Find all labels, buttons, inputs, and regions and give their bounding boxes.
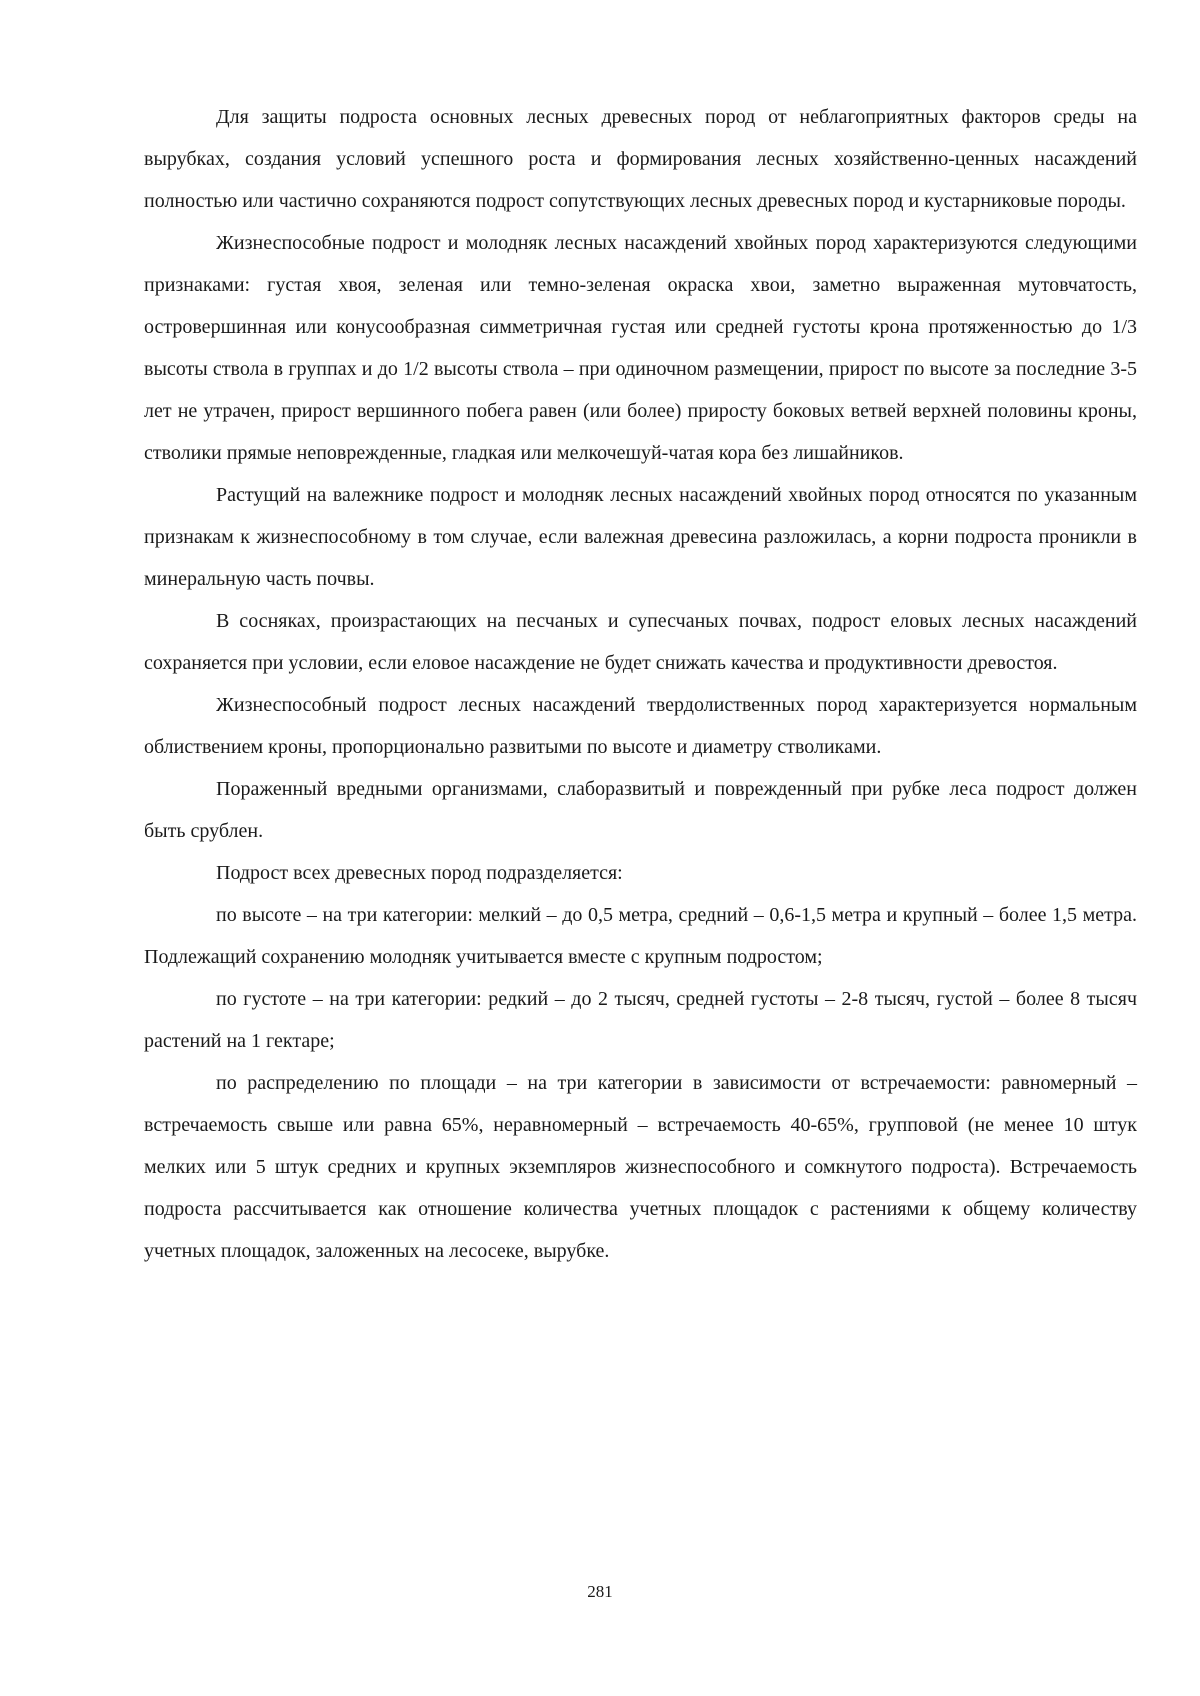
page-number: 281 — [587, 1582, 613, 1601]
paragraph-4: В сосняках, произрастающих на песчаных и супесчаных почвах, подрост еловых лесных насаждений сохраняется при условии, если еловое насаждение не будет снижать качества и продуктивности древостоя. — [144, 610, 1137, 674]
paragraph-5: Жизнеспособный подрост лесных насаждений твердолиственных пород характеризуется нормальным облиствением кроны, пропорционально развитыми по высоте и диаметру стволиками. — [144, 694, 1137, 758]
document-body — [144, 96, 1137, 1272]
paragraph-8: по высоте – на три категории: мелкий – до 0,5 метра, средний – 0,6-1,5 метра и крупный – более 1,5 метра. Подлежащий сохранению молодняк учитывается вместе с крупным подростом; — [144, 904, 1137, 968]
paragraph-1: Для защиты подроста основных лесных древесных пород от неблагоприятных факторов среды на вырубках, создания условий успешного роста и формирования лесных хозяйственно-ценных насаждений полностью или частично сохраняются подрост сопутствующих лесных древесных пород и кустарниковые породы. — [144, 106, 1137, 212]
paragraph-9: по густоте – на три категории: редкий – до 2 тысяч, средней густоты – 2-8 тысяч, густой – более 8 тысяч растений на 1 гектаре; — [144, 988, 1137, 1052]
paragraph-2: Жизнеспособные подрост и молодняк лесных насаждений хвойных пород характеризуются следующими признаками: густая хвоя, зеленая или темно-зеленая окраска хвои, заметно выраженная мутовчатость, островершинная или конусообразная симметричная густая или средней густоты крона протяженностью до 1/3 высоты ствола в группах и до 1/2 высоты ствола – при одиночном размещении, прирост по высоте за последние 3-5 лет не утрачен, прирост вершинного побега равен (или более) приросту боковых ветвей верхней половины кроны, стволики прямые неповрежденные, гладкая или мелкочешуй-чатая кора без лишайников. — [144, 232, 1137, 464]
paragraph-10: по распределению по площади – на три категории в зависимости от встречаемости: равномерный – встречаемость свыше или равна 65%, неравномерный – встречаемость 40-65%, групповой (не менее 10 штук мелких или 5 штук средних и крупных экземпляров жизнеспособного и сомкнутого подроста). Встречаемость подроста рассчитывается как отношение количества учетных площадок с растениями к общему количеству учетных площадок, заложенных на лесосеке, вырубке. — [144, 1072, 1137, 1262]
paragraph-6: Пораженный вредными организмами, слаборазвитый и поврежденный при рубке леса подрост должен быть срублен. — [144, 778, 1137, 842]
paragraph-3: Растущий на валежнике подрост и молодняк лесных насаждений хвойных пород относятся по указанным признакам к жизнеспособному в том случае, если валежная древесина разложилась, а корни подроста проникли в минеральную часть почвы. — [144, 484, 1137, 590]
paragraph-7: Подрост всех древесных пород подразделяется: — [216, 862, 623, 884]
